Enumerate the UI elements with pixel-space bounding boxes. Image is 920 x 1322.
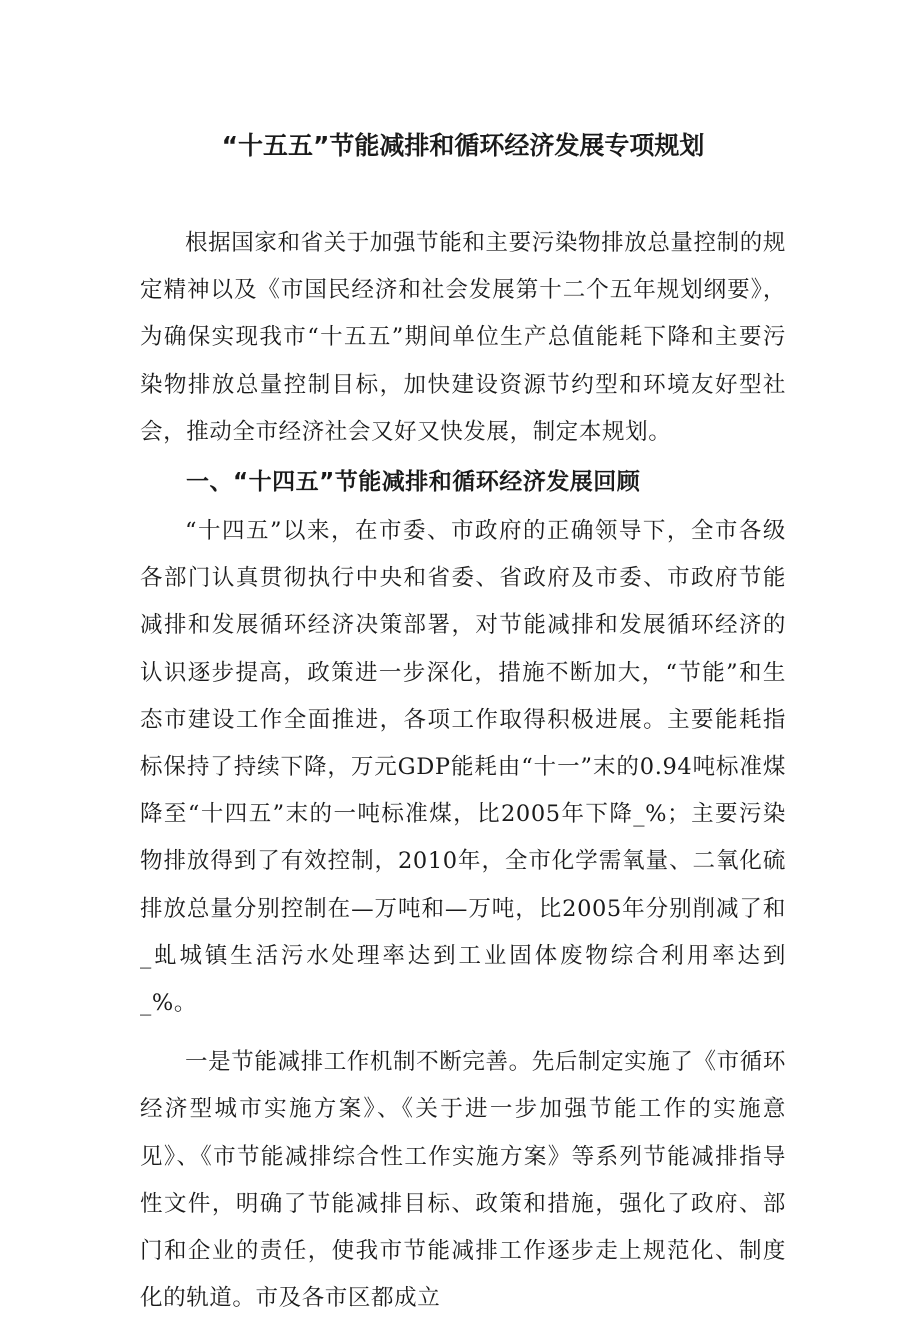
body-paragraph: “十四五”以来，在市委、市政府的正确领导下，全市各级各部门认真贯彻执行中央和省委、省政府及市委、市政府节能减排和发展循环经济决策部署，对节能减排和发展循环经济的认识逐步提高，政策进一步深化，措施不断加大，“节能”和生态市建设工作全面推进，各项工作取得积极进展。主要能耗指标保持了持续下降，万元GDP能耗由“十一”末的0.94吨标准煤降至“十四五”末的一吨标准煤，比2005年下降_%；主要污染物排放得到了有效控制，2010年，全市化学需氧量、二氧化硫排放总量分别控制在—万吨和—万吨，比2005年分别削减了和_虬城镇生活污水处理率达到工业固体废物综合利用率达到_%。 <box>140 518 786 1017</box>
document-title: “十五五”节能减排和循环经济发展专项规划 <box>221 131 705 160</box>
paragraph-gap <box>140 1027 786 1039</box>
section-heading: 一、“十四五”节能减排和循环经济发展回顾 <box>186 469 641 496</box>
body-paragraph: 一是节能减排工作机制不断完善。先后制定实施了《市循环经济型城市实施方案》、《关于进一步加强节能工作的实施意见》、《市节能减排综合性工作实施方案》等系列节能减排指导性文件，明确了节能减排目标、政策和措施，强化了政府、部门和企业的责任，使我市节能减排工作逐步走上规范化、制度化的轨道。市及各市区都成立 <box>140 1049 786 1312</box>
intro-paragraph: 根据国家和省关于加强节能和主要污染物排放总量控制的规定精神以及《市国民经济和社会发展第十二个五年规划纲要》，为确保实现我市“十五五”期间单位生产总值能耗下降和主要污染物排放总量控制目标，加快建设资源节约型和环境友好型社会，推动全市经济社会又好又快发展，制定本规划。 <box>140 230 786 445</box>
